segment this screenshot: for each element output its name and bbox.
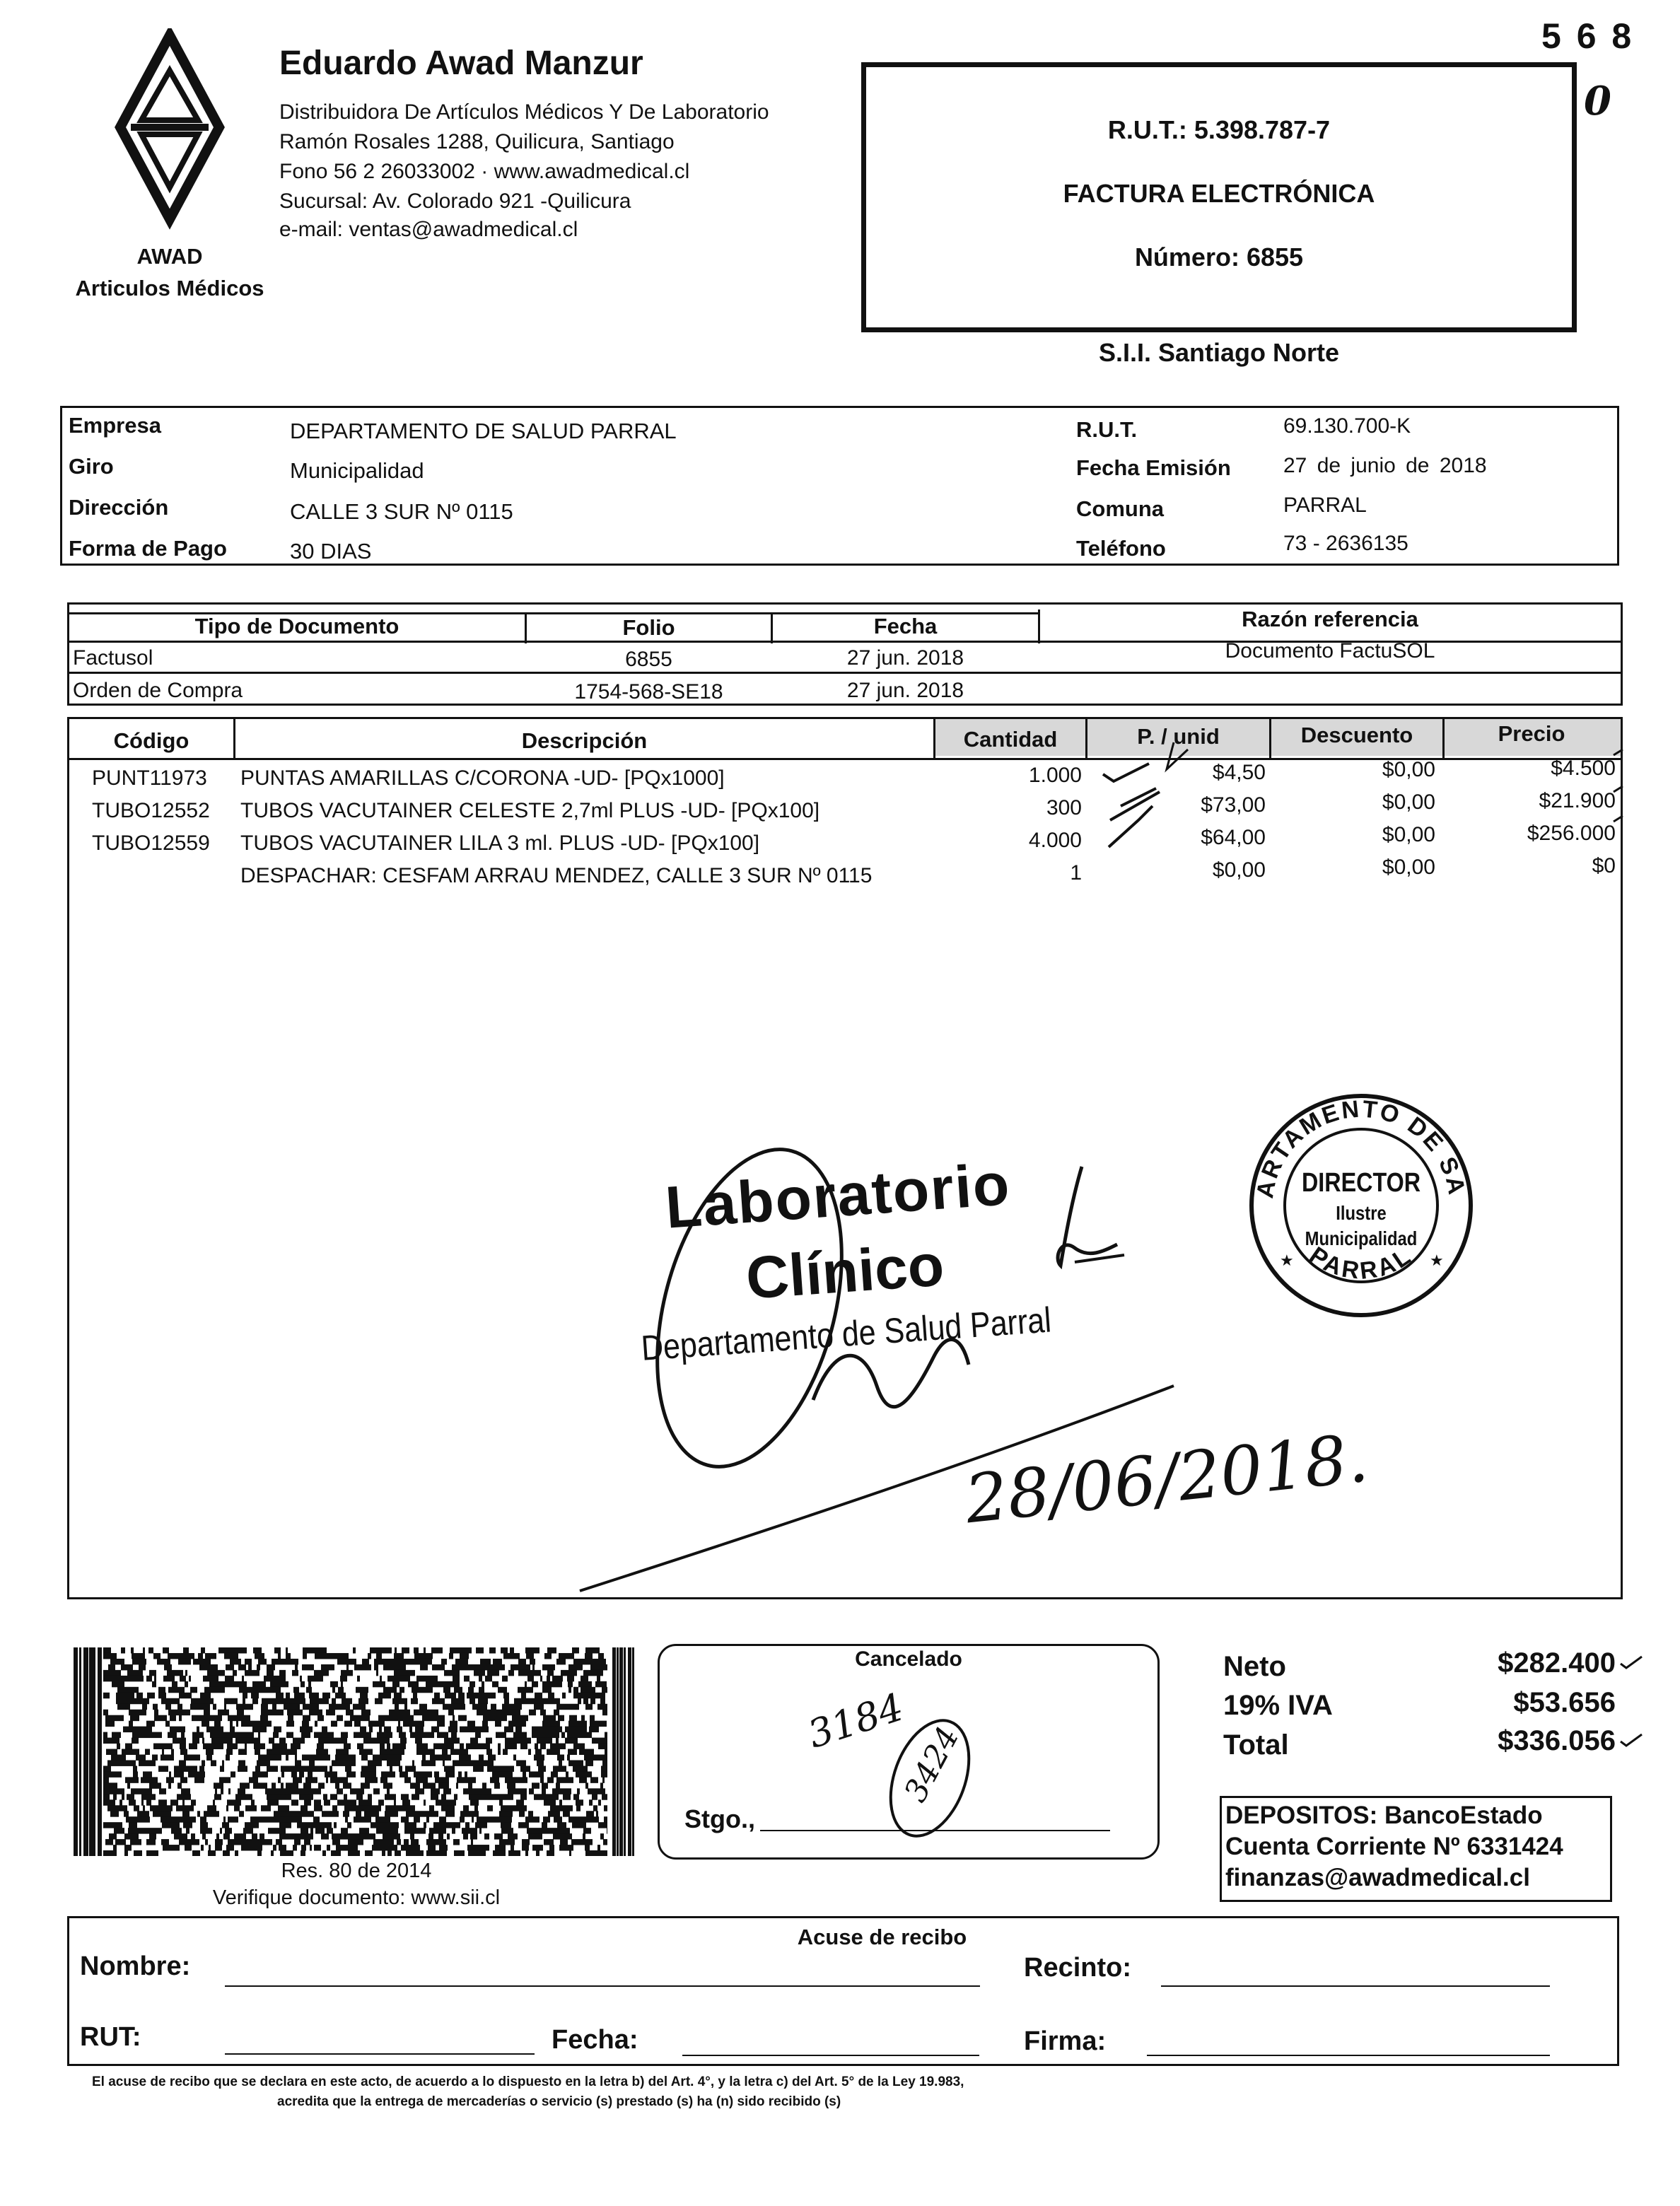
- handwritten-checks: [1089, 735, 1626, 863]
- pdf417-barcode: [74, 1647, 639, 1856]
- item-row3-descripcion: TUBOS VACUTAINER LILA 3 ml. PLUS -UD- [PQx100]: [240, 831, 760, 855]
- acuse-recinto-label: Recinto:: [1024, 1953, 1131, 1983]
- handwritten-signature: [566, 1131, 1343, 1598]
- iva-value: $53.656: [1513, 1687, 1616, 1718]
- acuse-nombre-line[interactable]: [225, 1985, 980, 1987]
- director-stamp-line1: DIRECTOR: [1301, 1168, 1421, 1198]
- total-value: $336.056: [1498, 1725, 1616, 1756]
- company-logo: [99, 28, 240, 233]
- giro-label: Giro: [69, 454, 114, 479]
- item-row1-punit: $4,50: [1212, 761, 1266, 784]
- logo-label-articulos: Articulos Médicos: [75, 276, 264, 300]
- director-stamp-ring-bottom: PARRAL: [1305, 1242, 1418, 1285]
- director-stamp-line3: Municipalidad: [1305, 1227, 1418, 1249]
- telefono-value: 73 - 2636135: [1283, 532, 1408, 555]
- item-row4-descuento: $0,00: [1382, 856, 1435, 879]
- iva-label: 19% IVA: [1223, 1690, 1333, 1721]
- total-label: Total: [1223, 1729, 1289, 1761]
- barcode-resolution: Res. 80 de 2014: [281, 1860, 432, 1882]
- document-type: FACTURA ELECTRÓNICA: [1063, 179, 1375, 208]
- issuer-name: Eduardo Awad Manzur: [279, 45, 643, 82]
- ref-row2-fecha: 27 jun. 2018: [846, 679, 964, 702]
- lab-stamp-line3: Departamento de Salud Parral: [640, 1300, 1053, 1368]
- items-header-punit: P. / unid: [1137, 724, 1220, 749]
- forma-pago-label: Forma de Pago: [69, 536, 227, 561]
- ref-row2-folio: 1754-568-SE18: [574, 680, 723, 704]
- telefono-label: Teléfono: [1076, 536, 1166, 561]
- item-row2-codigo: TUBO12552: [92, 799, 210, 822]
- item-row1-cantidad: 1.000: [1028, 764, 1082, 787]
- footer-legal-line1: El acuse de recibo que se declara en este acto, de acuerdo a lo dispuesto en la letra b) del Art. 4°, y la letra c) del Art. 5° de la Ley 19.983,: [92, 2074, 964, 2089]
- cancelado-title: Cancelado: [855, 1647, 962, 1671]
- handwritten-date: 28/06/2018.: [962, 1420, 1372, 1539]
- director-stamp: [1244, 1089, 1478, 1322]
- ref-row1-tipo: Factusol: [73, 646, 153, 670]
- item-row2-punit: $73,00: [1201, 793, 1266, 817]
- deposit-line2: Cuenta Corriente Nº 6331424: [1225, 1833, 1563, 1860]
- items-header-precio: Precio: [1498, 721, 1565, 746]
- footer-legal-line2: acredita que la entrega de mercaderías o servicio (s) prestado (s) ha (n) sido recibido (s): [277, 2094, 841, 2109]
- customer-rut-value: 69.130.700-K: [1283, 414, 1411, 438]
- item-row3-punit: $64,00: [1201, 826, 1266, 849]
- empresa-value: DEPARTAMENTO DE SALUD PARRAL: [290, 419, 677, 443]
- issuer-line4: Sucursal: Av. Colorado 921 -Quilicura: [279, 189, 631, 213]
- comuna-value: PARRAL: [1283, 494, 1367, 517]
- giro-value: Municipalidad: [290, 458, 424, 483]
- director-stamp-line2: Ilustre: [1336, 1202, 1387, 1224]
- item-row2-descuento: $0,00: [1382, 790, 1435, 814]
- item-row4-cantidad: 1: [1070, 861, 1082, 885]
- neto-label: Neto: [1223, 1651, 1286, 1682]
- empresa-label: Empresa: [69, 413, 161, 438]
- fecha-emision-label: Fecha Emisión: [1076, 455, 1231, 480]
- item-row3-descuento: $0,00: [1382, 823, 1435, 846]
- issuer-rut: R.U.T.: 5.398.787-7: [1107, 115, 1331, 144]
- items-header-descuento: Descuento: [1300, 723, 1413, 747]
- ref-header-tipo: Tipo de Documento: [194, 614, 399, 638]
- ref-header-fecha: Fecha: [873, 614, 938, 638]
- ref-header-razon: Razón referencia: [1242, 607, 1418, 631]
- stgo-line: [760, 1830, 1110, 1831]
- totals-checks: [1619, 1651, 1647, 1750]
- svg-text:★: ★: [1280, 1251, 1294, 1269]
- item-row1-descripcion: PUNTAS AMARILLAS C/CORONA -UD- [PQx1000]: [240, 766, 725, 790]
- acuse-recinto-line[interactable]: [1161, 1985, 1550, 1987]
- director-stamp-ring-top: ARTAMENTO DE SA: [1252, 1095, 1471, 1201]
- item-row2-descripcion: TUBOS VACUTAINER CELESTE 2,7ml PLUS -UD- [PQx100]: [240, 799, 820, 822]
- items-header-cantidad: Cantidad: [963, 727, 1058, 752]
- deposit-line1: DEPOSITOS: BancoEstado: [1225, 1802, 1543, 1829]
- customer-rut-label: R.U.T.: [1076, 417, 1138, 442]
- lab-stamp-line1: Laboratorio: [663, 1150, 1013, 1241]
- item-row4-descripcion: DESPACHAR: CESFAM ARRAU MENDEZ, CALLE 3 SUR Nº 0115: [240, 864, 873, 887]
- corner-mark: 0: [1584, 78, 1611, 124]
- forma-pago-value: 30 DIAS: [290, 539, 372, 564]
- acuse-title: Acuse de recibo: [797, 1925, 967, 1949]
- item-row3-codigo: TUBO12559: [92, 831, 210, 855]
- cancelado-note2: 3424: [897, 1721, 967, 1808]
- item-row3-precio: $256.000: [1527, 822, 1616, 845]
- item-row1-precio: $4.500: [1551, 757, 1616, 780]
- document-number: Número: 6855: [1134, 243, 1304, 272]
- acuse-rut-line[interactable]: [225, 2053, 535, 2055]
- sii-office: S.I.I. Santiago Norte: [1098, 338, 1340, 367]
- stgo-label: Stgo.,: [684, 1804, 755, 1833]
- item-row4-punit: $0,00: [1212, 858, 1266, 882]
- deposit-line3: finanzas@awadmedical.cl: [1225, 1864, 1530, 1891]
- item-row1-codigo: PUNT11973: [92, 766, 207, 790]
- items-header-codigo: Código: [113, 728, 189, 753]
- ref-row1-razon: Documento FactuSOL: [1225, 639, 1435, 663]
- logo-label-awad: AWAD: [136, 244, 203, 269]
- ref-row2-tipo: Orden de Compra: [73, 679, 243, 702]
- item-row3-cantidad: 4.000: [1028, 829, 1082, 852]
- item-row2-cantidad: 300: [1046, 796, 1082, 819]
- issuer-line2: Ramón Rosales 1288, Quilicura, Santiago: [279, 130, 675, 153]
- issuer-line5: e-mail: ventas@awadmedical.cl: [279, 218, 578, 241]
- acuse-firma-line[interactable]: [1147, 2055, 1550, 2056]
- ref-row1-folio: 6855: [625, 648, 672, 671]
- neto-value: $282.400: [1498, 1647, 1616, 1679]
- svg-text:★: ★: [1430, 1251, 1444, 1269]
- acuse-fecha-line[interactable]: [682, 2055, 979, 2056]
- ref-header-folio: Folio: [622, 615, 675, 640]
- items-header-descripcion: Descripción: [521, 728, 648, 753]
- acuse-fecha-label: Fecha:: [552, 2025, 638, 2055]
- cancelado-note1: 3184: [803, 1684, 909, 1757]
- acuse-firma-label: Firma:: [1024, 2026, 1107, 2056]
- lab-stamp-line2: Clínico: [744, 1231, 946, 1312]
- acuse-rut-label: RUT:: [80, 2022, 141, 2052]
- corner-number: 5 6 8: [1541, 16, 1635, 56]
- item-row2-precio: $21.900: [1539, 789, 1616, 812]
- item-row4-precio: $0: [1592, 854, 1616, 877]
- barcode-verify: Verifique documento: www.sii.cl: [212, 1886, 501, 1909]
- issuer-line3: Fono 56 2 26033002 · www.awadmedical.cl: [279, 160, 690, 183]
- acuse-nombre-label: Nombre:: [80, 1951, 191, 1981]
- item-row1-descuento: $0,00: [1382, 758, 1435, 781]
- direccion-label: Dirección: [69, 495, 169, 520]
- issuer-line1: Distribuidora De Artículos Médicos Y De Laboratorio: [279, 100, 769, 124]
- fecha-emision-value: 27 de junio de 2018: [1283, 454, 1487, 477]
- ref-row1-fecha: 27 jun. 2018: [846, 646, 964, 670]
- comuna-label: Comuna: [1076, 496, 1164, 521]
- document-type-box: [861, 62, 1577, 332]
- direccion-value: CALLE 3 SUR Nº 0115: [290, 499, 513, 524]
